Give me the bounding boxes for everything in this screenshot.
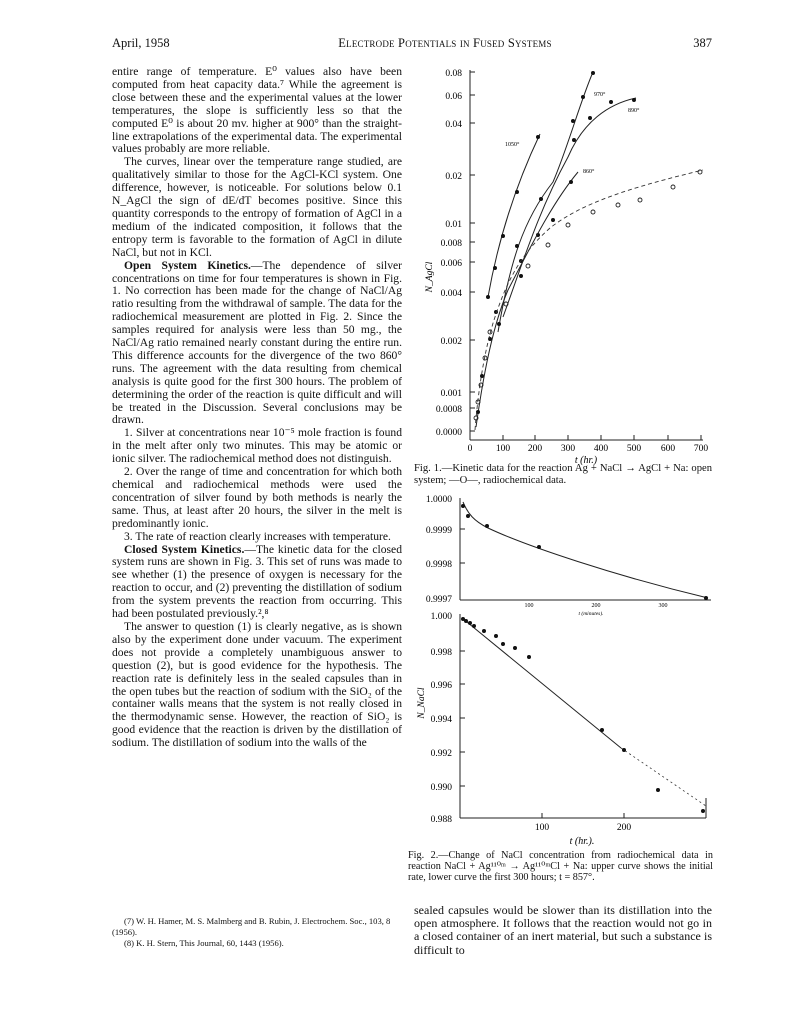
figure-2-caption: Fig. 2.—Change of NaCl concentration from radiochemical data in reaction NaCl + Ag¹¹⁰ᵐ → Ag¹¹⁰ᵐCl + Na: upper curve shows the initial rate, lower curve the first 300 hours; t = 857°.: [408, 850, 713, 883]
upper-x-label: t (minutes).: [578, 611, 604, 617]
points-970: [497, 71, 595, 326]
y-tick: 0.02: [445, 172, 462, 182]
y-tick: 1.000: [430, 612, 452, 622]
x-tick: 300: [658, 603, 668, 609]
y-tick: 0.008: [440, 239, 462, 249]
paragraph: [112, 260, 402, 428]
x-tick: 500: [626, 444, 642, 454]
curve-label-890: 890°: [628, 108, 640, 114]
y-axis-label: N_AgCl: [425, 261, 435, 293]
points-860: [476, 180, 573, 414]
paragraph: The curves, linear over the temperature range studied, are qualitatively similar to those for the AgCl-KCl system. One difference, however, is noticeable. For solutions below 0.1 N_AgCl the sign of dE/dT becomes positive. Since this quantity corresponds to the entropy of formation of AgCl in a medium of the indicated composition, it follows that the entropy term is favorable to the formation of AgCl in dilute NaCl, but not in KCl.: [112, 155, 402, 259]
y-tick: 0.002: [440, 337, 462, 347]
running-date: April, 1958: [112, 36, 170, 50]
x-tick: 100: [534, 823, 550, 833]
y-tick: 0.9997: [425, 595, 452, 605]
y-tick: 0.001: [440, 389, 462, 399]
paragraph: 3. The rate of reaction clearly increases with temperature.: [124, 529, 391, 543]
y-tick: 0.004: [440, 289, 462, 299]
lower-fit-line: [462, 618, 621, 748]
curve-label-1050: 1050°: [505, 142, 520, 148]
running-title: Electrode Potentials in Fused Systems: [338, 36, 552, 50]
curve-label-970: 970°: [594, 92, 606, 98]
paragraph: [112, 544, 402, 621]
upper-x-ticks: [525, 603, 668, 609]
paragraph: The answer to question (1) is clearly negative, as is shown also by the experiment done under vacuum. The experiment does not provide a completely unambiguous answer to question (2), but is good evidence for the hypothesis. The reaction rate is definitely less in the sealed capsules than in the open tubes but the reaction of sodium with the SiO₂ of the container walls means that the system is not really closed in the thermodynamic sense. However, the reaction of SiO₂ is good evidence that the reaction is driven by the distillation of sodium. The distillation of sodium into the walls of the: [112, 619, 402, 750]
footnote-8: (8) K. H. Stern, This Journal, 60, 1443 (1956).: [124, 937, 284, 948]
y-tick: 0.08: [445, 69, 462, 79]
x-tick: 200: [527, 444, 543, 454]
y-tick: 0.992: [430, 749, 452, 759]
y-tick: 0.0000: [435, 428, 462, 438]
lower-points: [461, 617, 705, 813]
points-890: [519, 98, 636, 263]
x-tick-labels: [468, 444, 709, 454]
x-tick: 200: [591, 603, 601, 609]
x-tick: 700: [693, 444, 709, 454]
x-axis-label: t (hr.).: [569, 836, 595, 847]
y-tick: 0.996: [430, 681, 452, 691]
paragraph: sealed capsules would be slower than its distillation into the open atmosphere. It follows that the reaction would not go in a closed container of an inert material, but such a substance is difficult to: [414, 903, 712, 957]
y-tick: 0.06: [445, 92, 462, 102]
y-tick-labels: [436, 69, 462, 438]
y-tick: 0.01: [445, 220, 462, 230]
x-tick: 400: [593, 444, 609, 454]
paragraph: 1. Silver at concentrations near 10⁻⁵ mole fraction is found in the melt after only two minutes. This may be atomic or ionic silver. The radiochemical method does not distinguish.: [112, 426, 402, 466]
footnotes: [112, 916, 402, 948]
paragraph-text: —The dependence of silver concentrations on time for four temperatures is shown in Fig. 1. No correction has been made for the change of NaCl/Ag ratio resulting from the withdrawal of sample. The data for the radiochemical measurement are plotted in Fig. 2. Since the samples required for analysis were less than 50 mg., the NaCl/Ag ratio remained nearly constant during the entire run. This difference accounts for the divergence of the two 860° runs. The agreement with the data resulting from chemical analysis is quite good for the first 300 hours. The problem of determining the order of the reaction is quite difficult and will be treated in the Discussion. Several conclusions may be drawn.: [112, 258, 402, 427]
y-tick: 0.006: [440, 259, 462, 269]
y-axis-label: N_NaCl: [417, 687, 427, 719]
y-tick: 0.0008: [435, 405, 462, 415]
upper-points: [461, 504, 708, 600]
curve-860: [476, 172, 578, 427]
paragraph: 2. Over the range of time and concentration for which both chemical and radiochemical methods were used the concentration of silver found by both methods is nearly the same. Thus, at least after 20 hours, the silver in the melt is predominantly ionic.: [112, 465, 402, 530]
footnote-7: (7) W. H. Hamer, M. S. Malmberg and B. Rubin, J. Electrochem. Soc., 103, 8 (1956).: [112, 916, 391, 937]
lower-fit-extension: [621, 748, 706, 806]
x-tick: 100: [495, 444, 511, 454]
paragraph-text: —The kinetic data for the closed system runs are shown in Fig. 3. This set of runs was made to see whether (1) the presence of oxygen is necessary for the reaction to occur, and (2) preventing the distillation of sodium from the system prevents the reaction from occurring. This had been postulated previously.²,⁸: [112, 542, 402, 621]
curve-890: [503, 98, 636, 317]
upper-curve: [463, 502, 708, 598]
x-tick: 200: [616, 823, 632, 833]
y-tick: 0.9998: [425, 560, 452, 570]
points-radiochemical: [474, 170, 702, 420]
right-column: [414, 904, 712, 957]
left-column: [112, 66, 402, 750]
y-tick: 0.998: [430, 648, 452, 658]
lower-y-ticks: [431, 612, 453, 825]
figure-2-chart: [416, 488, 716, 848]
x-axis-label: t (hr.): [574, 455, 598, 466]
x-tick: 0: [467, 444, 473, 454]
y-tick: 1.0000: [425, 495, 452, 505]
curve-label-860: 860°: [583, 169, 595, 175]
figure-1-chart: [418, 62, 718, 467]
x-tick: 300: [560, 444, 576, 454]
page-number: 387: [693, 36, 712, 50]
x-tick: 600: [660, 444, 676, 454]
y-tick: 0.994: [430, 715, 452, 725]
y-tick: 0.9999: [425, 526, 452, 536]
paragraph: entire range of temperature. E⁰ values also have been computed from heat capacity data.⁷ While the agreement is close between these and the experimental values at the lower temperatures, the slope is sufficiently less so that the computed E⁰ is about 20 mv. higher at 900° than the straight-line extrapolations of the experimental data. The experimental values probably are more reliable.: [112, 65, 402, 156]
figure-1-caption: Fig. 1.—Kinetic data for the reaction Ag + NaCl → AgCl + Na: open system; —O—, radiochemical data.: [414, 463, 712, 486]
lower-x-ticks: [535, 823, 632, 833]
y-tick: 0.988: [430, 815, 452, 825]
y-tick: 0.990: [430, 783, 452, 793]
upper-y-ticks: [426, 495, 452, 605]
section-heading: Closed System Kinetics.: [124, 542, 245, 556]
x-tick: 100: [524, 603, 534, 609]
section-heading: Open System Kinetics.: [124, 258, 251, 272]
y-tick: 0.04: [445, 120, 462, 130]
